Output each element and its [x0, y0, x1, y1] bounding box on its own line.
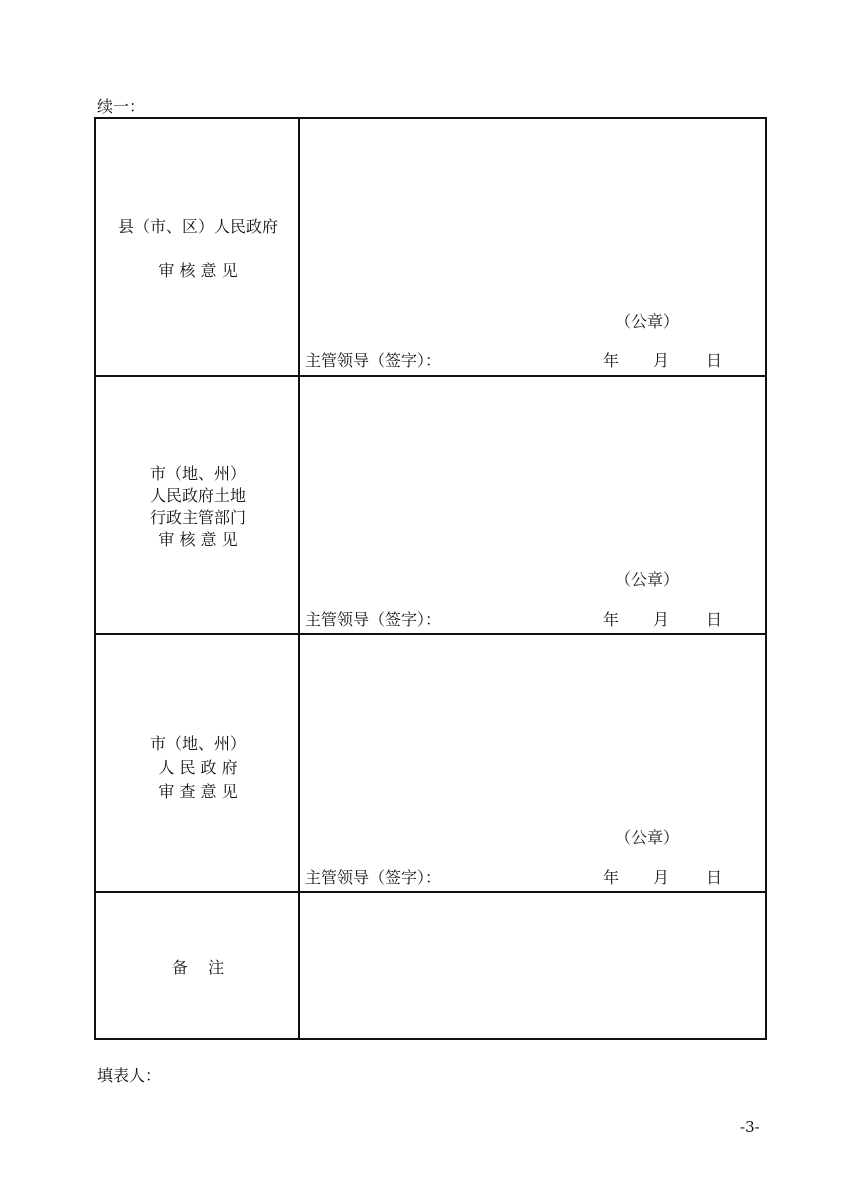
city-land-dept-label-cell: [96, 377, 300, 633]
date-year-label: 年: [603, 351, 620, 370]
city-government-label-line-3: 审 查 意 见: [158, 782, 238, 801]
date-day-label: 日: [706, 610, 723, 629]
date-month-label: 月: [653, 610, 670, 629]
remarks-content-cell[interactable]: [300, 893, 765, 1040]
official-seal-label: （公章）: [615, 312, 680, 331]
county-review-label-cell: [96, 119, 300, 375]
county-review-label-line-2: 审 核 意 见: [158, 261, 238, 280]
official-seal-label: （公章）: [615, 828, 680, 847]
city-government-opinion-cell[interactable]: [300, 635, 765, 891]
supervisor-signature-label: 主管领导（签字）：: [305, 351, 442, 370]
city-land-dept-opinion-cell[interactable]: [300, 377, 765, 633]
remarks-label-cell: [96, 893, 300, 1040]
date-month-label: 月: [653, 868, 670, 887]
date-month-label: 月: [653, 351, 670, 370]
date-year-label: 年: [603, 868, 620, 887]
city-land-dept-label-line-4: 审 核 意 见: [158, 530, 238, 549]
city-government-review-row: [96, 635, 765, 893]
county-review-row: [96, 119, 765, 377]
form-filler-label: 填表人：: [97, 1066, 162, 1085]
page-number: -3-: [740, 1118, 760, 1136]
supervisor-signature-label: 主管领导（签字）：: [305, 868, 442, 887]
city-land-dept-label-line-2: 人民政府土地: [149, 486, 246, 505]
approval-form-table: [94, 117, 767, 1040]
official-seal-label: （公章）: [615, 570, 680, 589]
city-government-label-line-1: 市（地、州）: [149, 734, 246, 753]
city-government-label-cell: [96, 635, 300, 891]
county-review-label-line-1: 县（市、区）人民政府: [117, 217, 278, 236]
supervisor-signature-label: 主管领导（签字）：: [305, 610, 442, 629]
city-land-dept-label-line-1: 市（地、州）: [149, 464, 246, 483]
continuation-label: 续一：: [97, 97, 146, 116]
date-day-label: 日: [706, 868, 723, 887]
remarks-row: [96, 893, 765, 1040]
date-year-label: 年: [603, 610, 620, 629]
date-day-label: 日: [706, 351, 723, 370]
remarks-label: 备 注: [171, 958, 225, 977]
county-review-opinion-cell[interactable]: [300, 119, 765, 375]
city-government-label-line-2: 人 民 政 府: [158, 758, 238, 777]
city-land-dept-review-row: [96, 377, 765, 635]
city-land-dept-label-line-3: 行政主管部门: [149, 508, 246, 527]
